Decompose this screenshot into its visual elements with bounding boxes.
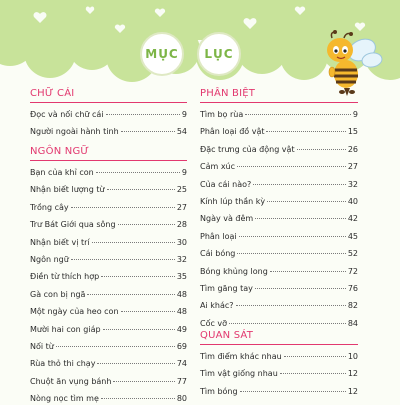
dot-leader — [270, 271, 346, 272]
dot-leader — [107, 189, 175, 190]
toc-entry-label: Tìm găng tay — [200, 284, 253, 293]
toc-entry — [200, 143, 358, 156]
toc-entry-page: 28 — [176, 220, 187, 230]
toc-entry — [30, 288, 187, 301]
toc-entry — [200, 108, 358, 121]
toc-entry-page: 52 — [347, 249, 358, 259]
toc-entry — [30, 218, 187, 231]
toc-entry — [200, 317, 358, 330]
toc-entry — [200, 230, 358, 243]
toc-entry — [30, 253, 187, 266]
toc-entry — [30, 108, 187, 121]
toc-entry-label: Cái bóng — [200, 249, 236, 259]
section-title: CHỮ CÁI — [30, 88, 75, 99]
toc-entry-label: Trồng cây — [30, 202, 69, 212]
title-circle-left — [140, 32, 184, 76]
toc-entry-label: Rùa thỏ thi chạy — [30, 359, 96, 369]
toc-entry-label: Đặc trưng của động vật — [200, 144, 295, 154]
toc-entry — [30, 183, 187, 196]
toc-entry-page: 35 — [176, 272, 187, 282]
toc-entry — [30, 166, 187, 179]
dot-leader — [87, 294, 174, 295]
toc-entry-page: 25 — [176, 185, 187, 195]
dot-leader — [121, 131, 175, 132]
dot-leader — [118, 224, 175, 225]
dot-leader — [239, 236, 346, 237]
toc-entry-label: Ngôn ngữ — [30, 255, 69, 264]
toc-entry-page: 26 — [347, 144, 358, 154]
toc-entry — [200, 265, 358, 278]
toc-entry — [200, 367, 358, 380]
toc-entry-label: Tìm bóng — [200, 386, 238, 396]
dot-leader — [101, 276, 175, 277]
toc-entry-label: Kính lúp thần kỳ — [200, 197, 266, 206]
toc-entry-label: Nhận biết vị trí — [30, 237, 90, 247]
toc-entry-label: Một ngày của heo con — [30, 307, 119, 317]
toc-entry-label: Ngày và đêm — [200, 214, 254, 224]
dot-leader — [96, 172, 180, 173]
dot-leader — [284, 356, 346, 357]
toc-entry-page: 80 — [176, 394, 187, 404]
toc-entry — [200, 385, 358, 398]
toc-entry-page: 32 — [176, 255, 187, 264]
toc-entry-page: 69 — [176, 342, 187, 351]
dot-leader — [71, 259, 175, 260]
dot-leader — [103, 329, 175, 330]
toc-entry-page: 72 — [347, 266, 358, 276]
dot-leader — [253, 184, 346, 185]
toc-entry-page: 10 — [347, 352, 358, 361]
title-left: MỤC — [145, 47, 179, 61]
toc-entry-label: Tìm vật giống nhau — [200, 369, 278, 379]
toc-entry-label: Ai khác? — [200, 301, 234, 311]
dot-leader — [266, 131, 345, 132]
toc-entry — [200, 212, 358, 225]
toc-entry-label: Phân loại — [200, 231, 237, 241]
toc-entry-page: 30 — [176, 237, 187, 247]
dot-leader — [237, 166, 346, 167]
toc-entry-label: Nối từ — [30, 342, 54, 351]
toc-entry-label: Của cái nào? — [200, 179, 252, 189]
toc-entry-label: Bạn của khỉ con — [30, 168, 94, 177]
dot-leader — [71, 207, 175, 208]
toc-entry-label: Trư Bát Giới qua sông — [30, 220, 116, 230]
toc-entry-label: Cốc vỡ — [200, 318, 228, 328]
toc-entry — [30, 323, 187, 336]
toc-entry-label: Đọc và nối chữ cái — [30, 110, 104, 119]
toc-entry-page: 15 — [347, 127, 358, 137]
toc-entry-page: 12 — [347, 386, 358, 396]
toc-entry-page: 82 — [347, 301, 358, 311]
toc-entry-label: Chuột ăn vụng bánh — [30, 376, 112, 386]
dot-leader — [237, 253, 345, 254]
toc-entry — [200, 160, 358, 173]
toc-entry — [30, 236, 187, 249]
toc-entry-page: 45 — [347, 231, 358, 241]
toc-entry — [30, 375, 187, 388]
section-divider — [200, 102, 358, 103]
toc-entry — [30, 201, 187, 214]
toc-entry — [200, 299, 358, 312]
toc-entry-page: 9 — [352, 110, 358, 119]
toc-entry — [200, 178, 358, 191]
toc-entry-label: Mười hai con giáp — [30, 324, 101, 334]
toc-entry-page: 74 — [176, 359, 187, 369]
toc-entry — [30, 392, 187, 405]
dot-leader — [267, 201, 346, 202]
toc-entry-label: Bóng khủng long — [200, 266, 268, 276]
dot-leader — [101, 398, 175, 399]
toc-entry-label: Phân loại đồ vật — [200, 127, 265, 137]
toc-entry-page: 40 — [347, 197, 358, 206]
toc-entry-page: 12 — [347, 369, 358, 379]
dot-leader — [92, 242, 175, 243]
dot-leader — [236, 305, 346, 306]
toc-entry-label: Gà con bị ngã — [30, 289, 86, 299]
section-title: PHÂN BIỆT — [200, 88, 256, 99]
toc-entry — [200, 125, 358, 138]
toc-entry — [200, 282, 358, 295]
dot-leader — [255, 218, 346, 219]
toc-entry-page: 27 — [176, 202, 187, 212]
toc-entry-page: 54 — [176, 127, 187, 137]
toc-entry-page: 32 — [347, 179, 358, 189]
dot-leader — [121, 311, 175, 312]
toc-entry-label: Nhận biết lượng từ — [30, 185, 105, 195]
section-divider — [30, 160, 187, 161]
dot-leader — [97, 363, 174, 364]
toc-entry-label: Tìm bọ rùa — [200, 110, 244, 119]
dot-leader — [106, 114, 180, 115]
dot-leader — [240, 391, 346, 392]
toc-entry — [30, 340, 187, 353]
toc-entry — [200, 247, 358, 260]
toc-entry — [30, 125, 187, 138]
section-divider — [30, 102, 187, 103]
toc-entry-page: 27 — [347, 162, 358, 172]
toc-entry-page: 9 — [181, 168, 187, 177]
toc-entry-label: Tìm điểm khác nhau — [200, 352, 282, 361]
dot-leader — [229, 323, 346, 324]
section-divider — [200, 344, 358, 345]
dot-leader — [280, 373, 346, 374]
toc-entry-label: Nòng nọc tìm mẹ — [30, 394, 99, 404]
title-circle-right — [197, 32, 241, 76]
toc-entry — [200, 350, 358, 363]
toc-entry-label: Cảm xúc — [200, 162, 236, 172]
toc-entry-page: 9 — [181, 110, 187, 119]
bee-icon — [318, 30, 384, 102]
toc-entry-page: 48 — [176, 289, 187, 299]
toc-entry-label: Điền từ thích hợp — [30, 272, 100, 282]
toc-entry — [30, 305, 187, 318]
toc-entry-page: 49 — [176, 324, 187, 334]
toc-entry — [200, 195, 358, 208]
dot-leader — [113, 381, 174, 382]
toc-entry-label: Người ngoài hành tinh — [30, 127, 119, 137]
toc-entry-page: 48 — [176, 307, 187, 317]
dot-leader — [56, 346, 175, 347]
dot-leader — [255, 288, 346, 289]
section-title: QUAN SÁT — [200, 330, 253, 341]
section-title: NGÔN NGỮ — [30, 146, 90, 157]
toc-entry-page: 84 — [347, 318, 358, 328]
toc-entry — [30, 270, 187, 283]
dot-leader — [245, 114, 351, 115]
dot-leader — [297, 149, 346, 150]
toc-entry-page: 76 — [347, 284, 358, 293]
toc-entry-page: 77 — [176, 376, 187, 386]
title-right: LỤC — [204, 47, 234, 61]
toc-entry — [30, 357, 187, 370]
toc-entry-page: 42 — [347, 214, 358, 224]
